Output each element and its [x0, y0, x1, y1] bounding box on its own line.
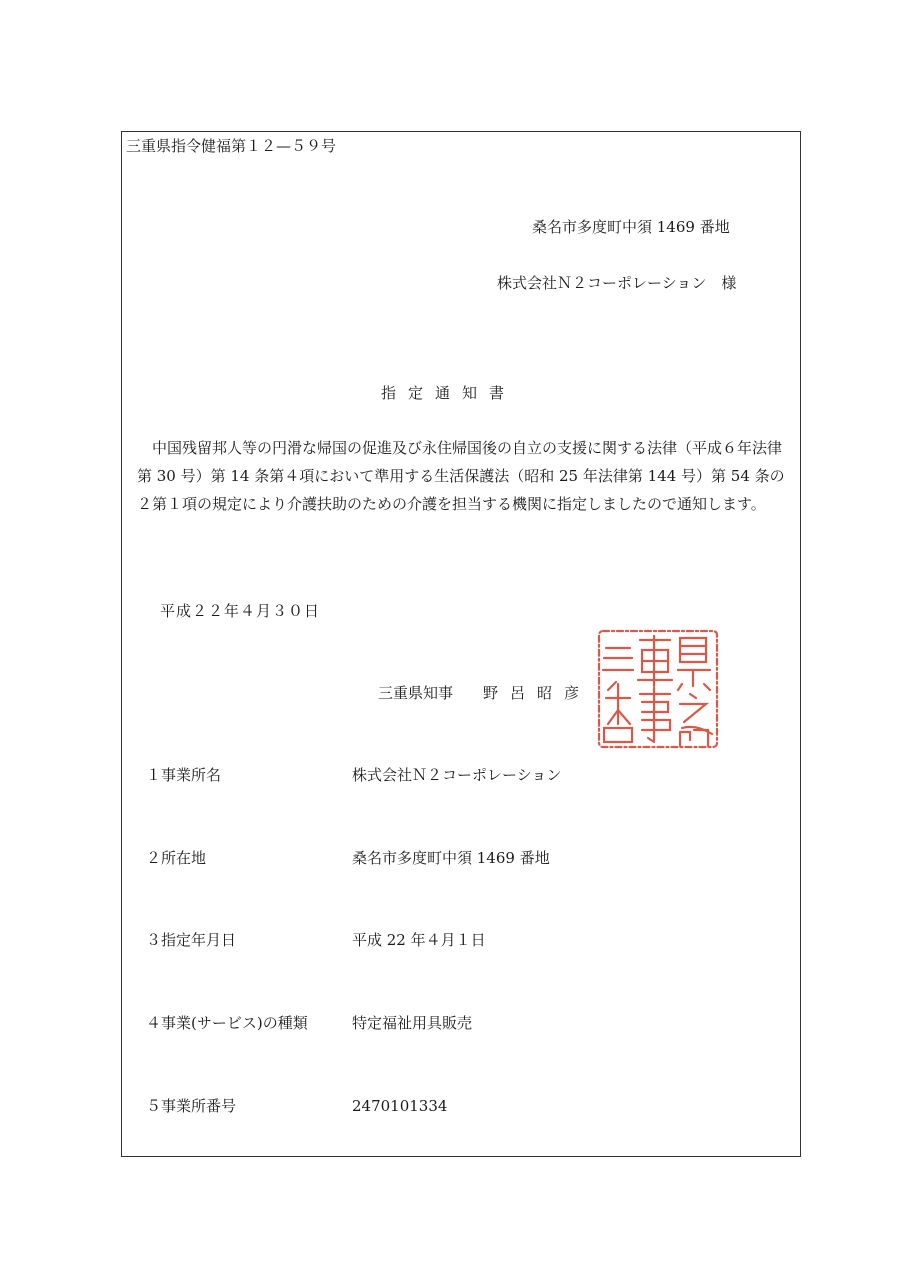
document-number: 三重県指令健福第１２—５９号 [126, 137, 337, 155]
detail-value-location: 桑名市多度町中須 1469 番地 [352, 849, 550, 867]
detail-label-designation-date: ３指定年月日 [146, 931, 237, 949]
recipient-address: 桑名市多度町中須 1469 番地 [532, 218, 730, 236]
detail-label-office-name: １事業所名 [146, 766, 222, 784]
detail-value-designation-date: 平成 22 年４月１日 [352, 931, 486, 949]
detail-value-office-name: 株式会社Ｎ２コーポレーション [352, 766, 562, 784]
official-seal-icon [596, 628, 720, 750]
issuer-name: 野呂昭彦 [483, 684, 592, 702]
detail-value-office-number: 2470101334 [352, 1097, 448, 1115]
issuer [378, 683, 591, 703]
issue-date: 平成２２年４月３０日 [160, 602, 321, 620]
document-title: 指定通知書 [381, 384, 517, 402]
detail-value-service-type: 特定福祉用具販売 [352, 1014, 473, 1032]
body-text: 中国残留邦人等の円滑な帰国の促進及び永住帰国後の自立の支援に関する法律（平成６年法律第 30 号）第 14 条第４項において準用する生活保護法（昭和 25 年法律第 144 号）第 54 条の２第１項の規定により介護扶助のための介護を担当する機関に指定しましたので通知します。 [137, 439, 785, 513]
detail-label-service-type: ４事業(サービス)の種類 [146, 1014, 308, 1032]
recipient-name: 株式会社Ｎ２コーポレーション 様 [497, 274, 737, 292]
detail-label-location: ２所在地 [146, 849, 207, 867]
issuer-title: 三重県知事 [378, 684, 454, 702]
detail-label-office-number: ５事業所番号 [146, 1097, 237, 1115]
